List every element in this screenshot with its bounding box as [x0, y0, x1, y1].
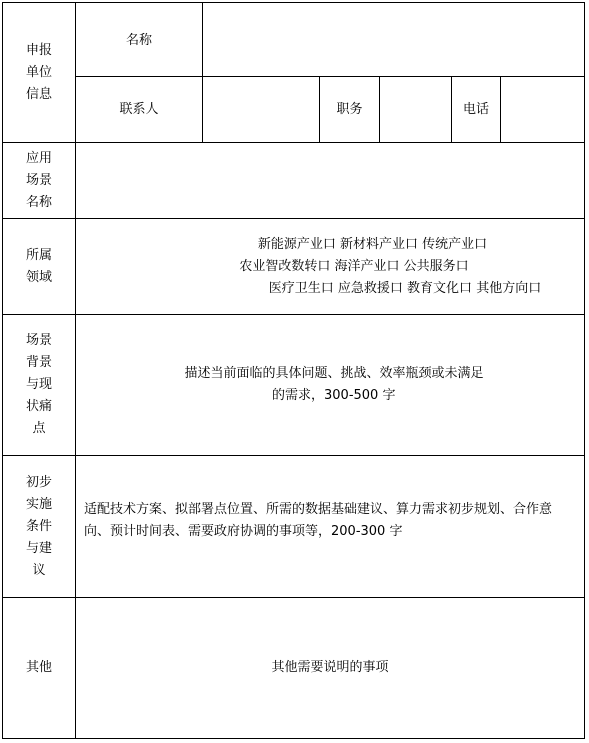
name-label: 名称 [76, 3, 203, 77]
implementation-label-line-1: 初步 [25, 474, 52, 490]
domain-options-row-2[interactable]: 农业智改数转口 海洋产业口 公共服务口 [239, 258, 469, 274]
applicant-info-label [3, 3, 76, 143]
domain-options-row-3[interactable]: 医疗卫生口 应急救援口 教育文化口 其他方向口 [268, 280, 542, 296]
scenario-name-label [3, 143, 76, 219]
position-field[interactable] [380, 77, 452, 143]
background-label [3, 315, 76, 456]
background-field[interactable] [76, 315, 585, 456]
implementation-hint-line-2: 向、预计时间表、需要政府协调的事项等，200-300 字 [84, 524, 403, 539]
applicant-info-label-line-1: 申报 [25, 42, 52, 58]
scenario-name-field[interactable] [76, 143, 585, 219]
contact-label: 联系人 [76, 77, 203, 143]
background-label-line-3: 与现 [25, 377, 52, 392]
background-hint-line-2: 的需求，300-500 字 [272, 388, 396, 403]
implementation-label-line-4: 与建 [25, 540, 52, 556]
other-hint: 其他需要说明的事项 [271, 660, 389, 675]
background-hint-line-1: 描述当前面临的具体问题、挑战、效率瓶颈或未满足 [184, 366, 484, 381]
background-label-line-5: 点 [32, 421, 46, 436]
application-form-table [2, 2, 585, 739]
background-label-line-4: 状痛 [25, 399, 52, 414]
scenario-name-label-line-3: 名称 [25, 194, 52, 210]
implementation-label-line-3: 条件 [25, 518, 52, 534]
applicant-info-label-line-3: 信息 [25, 86, 52, 102]
contact-field[interactable] [203, 77, 320, 143]
implementation-label-line-5: 议 [32, 562, 46, 578]
domain-label-line-2: 领域 [25, 269, 52, 285]
domain-options [76, 219, 585, 315]
domain-label [3, 219, 76, 315]
scenario-name-label-line-1: 应用 [25, 150, 52, 166]
implementation-hint-line-1: 适配技术方案、拟部署点位置、所需的数据基础建议、算力需求初步规划、合作意 [84, 502, 553, 517]
phone-label: 电话 [452, 77, 501, 143]
scenario-name-label-line-2: 场景 [25, 172, 52, 188]
background-label-line-2: 背景 [25, 355, 52, 370]
domain-label-line-1: 所属 [25, 247, 52, 263]
position-label: 职务 [320, 77, 380, 143]
phone-field[interactable] [501, 77, 585, 143]
applicant-info-label-line-2: 单位 [25, 64, 52, 80]
implementation-label [3, 456, 76, 598]
background-label-line-1: 场景 [25, 333, 52, 348]
name-field[interactable] [203, 3, 585, 77]
implementation-label-line-2: 实施 [25, 496, 52, 512]
other-label: 其他 [3, 598, 76, 739]
other-field[interactable] [76, 598, 585, 739]
implementation-field[interactable] [76, 456, 585, 598]
domain-options-row-1[interactable]: 新能源产业口 新材料产业口 传统产业口 [257, 236, 488, 252]
